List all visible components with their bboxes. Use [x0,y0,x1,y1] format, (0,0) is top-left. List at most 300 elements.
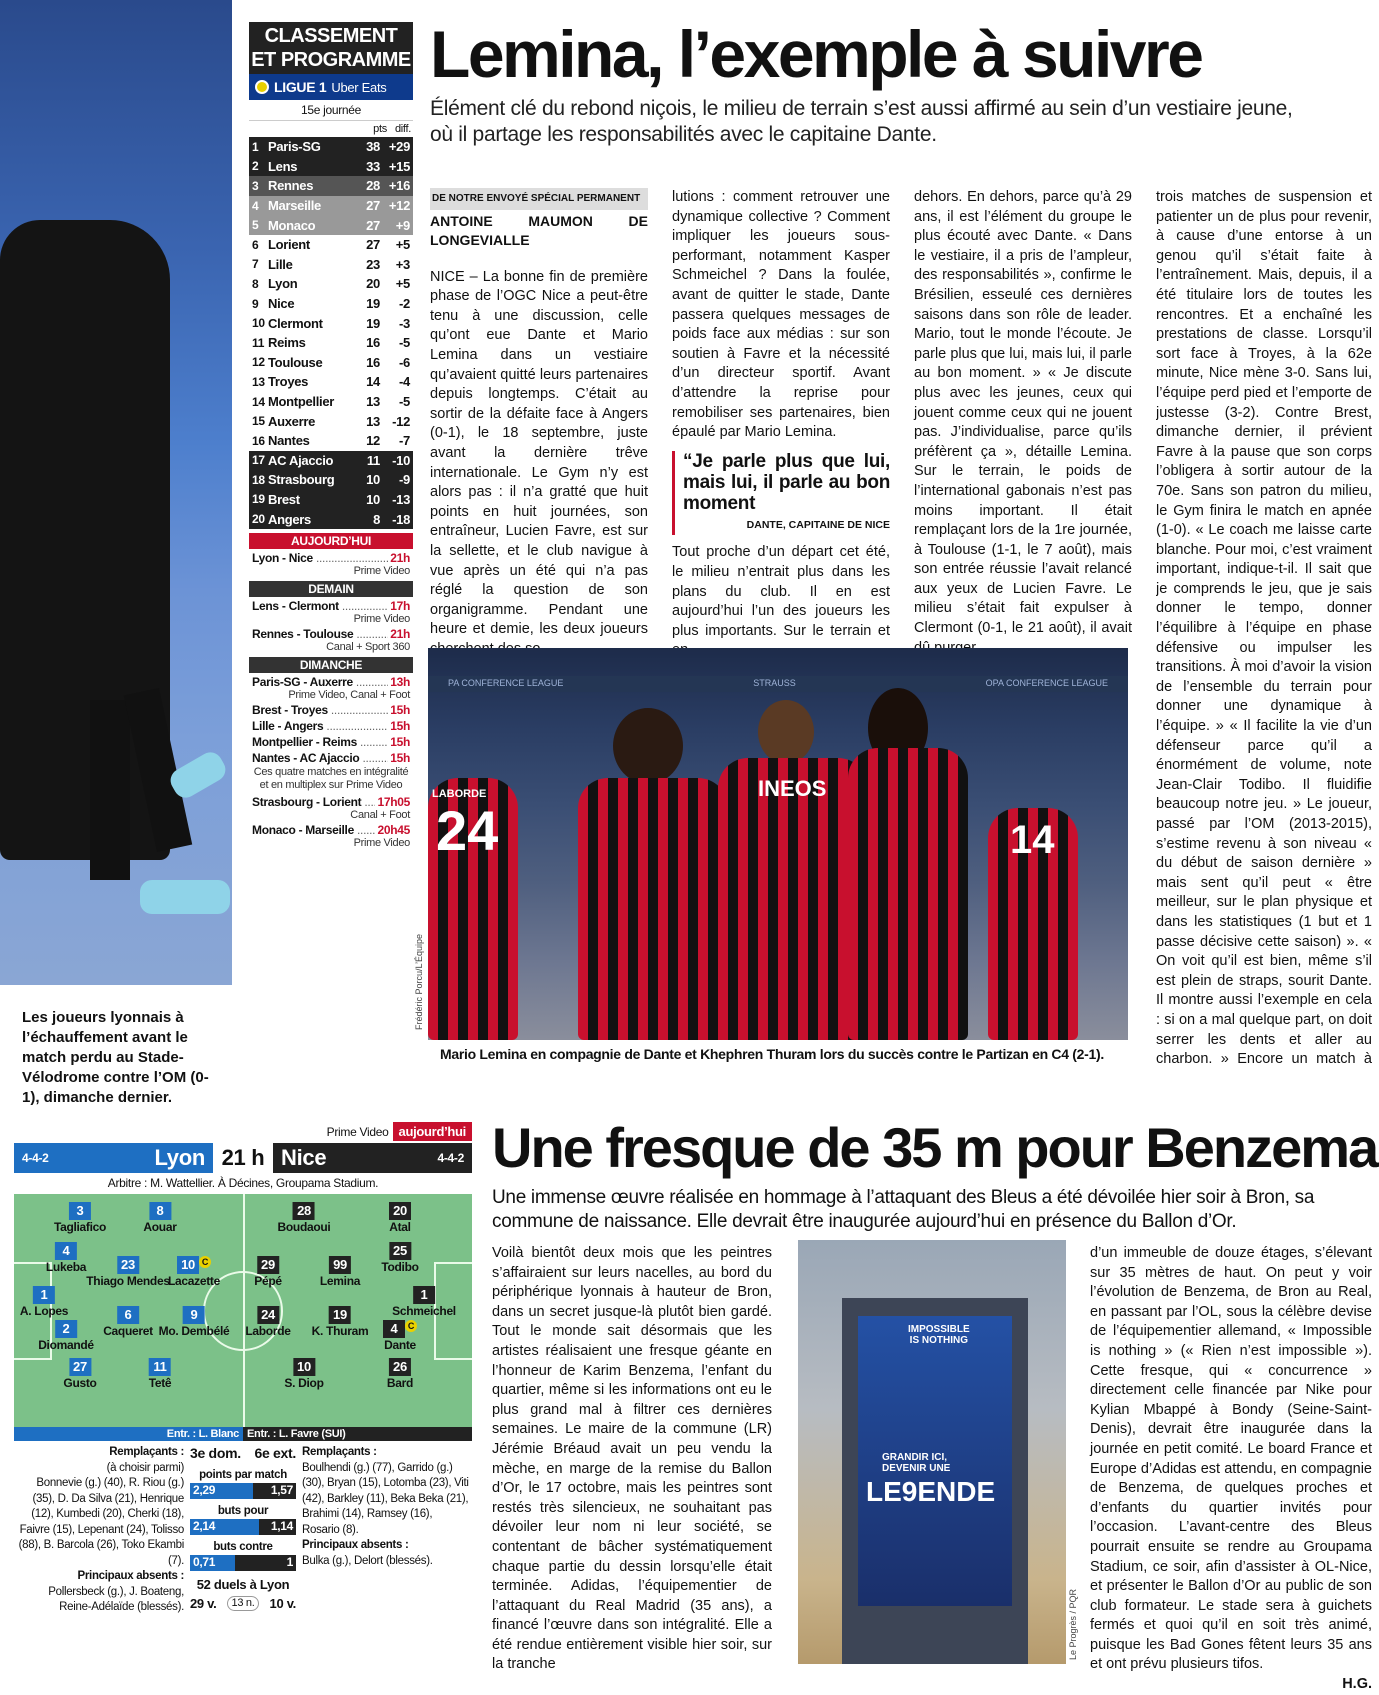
schedule-tv: Prime Video, Canal + Foot [288,688,410,701]
standings-row [249,235,413,255]
player-name: Tagliafico [53,1220,107,1234]
schedule-tv: Prime Video [353,836,410,849]
standings-row [249,372,413,392]
column-diff: diff. [394,123,411,135]
schedule-tv: Prime Video [353,612,410,625]
gf-away: 1,14 [259,1519,296,1535]
player-name: K. Thuram [311,1324,369,1338]
mural-slogan-line1: IMPOSSIBLE [908,1324,970,1335]
player-number: 8 [149,1202,171,1220]
standings-row [249,255,413,275]
standings-row [249,274,413,294]
article1-text-col1: NICE – La bonne fin de première phase de l’OGC Nice a peut-être tenu à une discussion, celle qu’ont eue Dante et Mario Lemina dans un vestiaire qu’avaient quitté leurs partenaires depuis longtemps. C’était au sortir de la défaite face à Angers (0-1), le 18 septembre, juste avant la dernière trêve internationale. Le Gym n’y est alors pas : il n’a gratté que huit points en huit journées, son entraîneur, Lucien Favre, est sur la sellette, et le club navigue à vue après un été qui n’a pas réglé la question de son organigramme. Pendant une heure et demie, les deux joueurs [430,268,648,638]
home-team-bar [14,1143,213,1173]
standings-rank: 6 [252,237,259,252]
article2-column1 [492,1244,772,1675]
player-name: Boudaoui [277,1220,331,1234]
byline-head: DE NOTRE ENVOYÉ SPÉCIAL PERMANENT [430,188,648,210]
article1-text-col4: trois matches de suspension et patienter un de plus pour revenir, à cause d’une entorse à un genou qu’il s’était faite à l’entraînement. Mais, depuis, il a été titulaire lors de toutes les rencontres. Et a enchaîné les prestations de classe. Lorsqu’il sort face à Troyes, à la 62e minute, Nice mène 3-0. Sans lui, l’équipe perd pied et l’emporte de justesse (3-2). Contre Brest, dimanche dernier, il prévient Favre à la pause que son corps l’obligera à sortir autour de la 70e. Sans son patron du milieu, le Gym finira le match en apnée (1-0). « Le coach me laisse carte blanche. Pour moi, c’est vraiment important, indique-t-il. Il sait que je comprends le jeu, que je sais donner le tempo, donner l’équilibre à l’équipe en phase défensive ou impulser les transitions. À moi d’avoir la vision de l’ensemble du terrain pour donner une dynamique à l’équipe. » « Il facilite la vie d’un défenseur parce qu’il a énormément de volume, note Jean-Clair Todibo. Il fluidifie beaucoup notre jeu. » Le joueur, passé par l’OM (2013-2015), s’estime revenu à son niveau « du début de saison dernière » mais sent qu’il peut « être meilleur, sur le plan physique et dans les statistiques (1 but et 1 passe décisive cette saison) ». « On voit qu’il est bien, même s’il est plein de straps, sourit Dante. Il montre aussi l’exemple en cela : si on a mal quelque part, on doit serrer les dents et aller au charbon. » Encore un match à [1156,189,1372,1068]
standings-diff: +5 [395,237,410,253]
schedule-time: 17h05 [377,794,410,809]
player-name: Gusto [63,1376,97,1390]
schedule-time: 15h [390,750,410,765]
away-player [381,1242,418,1274]
player-shirt-dante [578,778,728,1040]
home-subs: Bonnevie (g.) (40), R. Riou (g.) (35), D. Da Silva (21), Henrique (12), Kumbedi (20), Cherki (18), Faivre (15), Lepenant (24), Tolisso (88), B. Barcola (26), Toko Ekambi (7). [18,1477,184,1567]
mural-slogan [908,1324,970,1346]
player-number: 25 [389,1242,411,1260]
schedule-teams: Strasbourg - Lorient ..... [252,795,375,809]
player-number: 99 [329,1256,351,1274]
schedule-time: 15h [390,718,410,733]
home-player [159,1306,230,1338]
standings-points: 13 [366,413,380,429]
schedule-match [249,749,413,765]
standings-team: Nice [268,296,295,312]
away-formation: 4-4-2 [437,1151,464,1165]
standings-row [249,313,413,333]
away-player [284,1358,323,1390]
schedule-teams: Brest - Troyes ..... [252,703,388,717]
match-stats [190,1445,296,1611]
standings-team: Lille [268,256,293,272]
player-number: 1 [33,1286,55,1304]
away-absent: Bulka (g.), Delort (blessés). [302,1554,433,1567]
standings-team: Paris-SG [268,139,321,155]
schedule-teams: Paris-SG - Auxerre ..... [252,675,388,689]
schedule-time: 13h [390,674,410,689]
coaches-bar [14,1427,472,1441]
article1-column3 [914,188,1132,658]
standings-title-line2: ET PROGRAMME [251,49,411,71]
standings-table [249,137,413,529]
schedule-teams: Lille - Angers ..... [252,719,388,733]
ligue1-logo-icon [255,80,269,94]
mural-slogan-line2: IS NOTHING [909,1335,969,1346]
lyon-warmup-photo [0,0,232,985]
standings-team: Toulouse [268,354,323,370]
player-number: 10 [177,1256,199,1274]
home-player [149,1358,172,1390]
away-team-bar [273,1143,472,1173]
player-head-dante [613,708,683,784]
player-name: Bard [386,1376,414,1390]
article1-column2 [672,188,890,661]
standings-row [249,431,413,451]
home-player [54,1202,106,1234]
schedule-tomorrow-header: DEMAIN [249,581,413,597]
standings-row [249,196,413,216]
standings-team: Brest [268,491,300,507]
duels-line [190,1596,296,1611]
standings-rank: 7 [252,257,259,272]
away-player [392,1286,456,1318]
schedule-time: 21h [390,550,410,565]
standings-team: Strasbourg [268,472,335,488]
schedule-teams: Lens - Clermont ..... [252,599,388,613]
home-absent-title: Principaux absents : [77,1570,184,1582]
standings-diff: -7 [399,433,410,449]
away-team-name: Nice [281,1145,327,1170]
banner-left: PA CONFERENCE LEAGUE [448,678,564,688]
standings-team: Troyes [268,374,309,390]
photo-caption-center: Mario Lemina en compagnie de Dante et Khephren Thuram lors du succès contre le Partizan en C4 (2-1). [440,1046,1104,1062]
mural-title: LE9ENDE [866,1476,996,1507]
standings-title-line1: CLASSEMENT [264,25,398,47]
standings-points: 19 [366,315,380,331]
home-coach: Entr. : L. Blanc [14,1427,243,1441]
schedule-sunday-header: DIMANCHE [249,657,413,673]
kickoff-time: 21 h [213,1145,273,1171]
ppm-away: 1,57 [253,1483,296,1499]
schedule-teams: Montpellier - Reims ..... [252,735,388,749]
duels-away: 10 v. [269,1596,296,1611]
ga-away: 1 [235,1555,296,1571]
player-leg [90,700,130,880]
player-shoe [140,880,230,914]
player-number: 26 [389,1358,411,1376]
away-player [383,1320,417,1352]
standings-rank: 9 [252,296,259,311]
standings-rank: 15 [252,414,265,429]
league-sponsor: Uber Eats [331,79,387,95]
standings-points: 27 [366,237,380,253]
player-name: Lukeba [45,1260,87,1274]
away-player [389,1202,411,1234]
standings-points: 27 [366,217,380,233]
standings-diff: -9 [399,472,410,488]
home-player [46,1242,86,1274]
standings-diff: +3 [395,256,410,272]
lineup-pitch [14,1193,472,1427]
player-name: Tetê [148,1376,172,1390]
article2-text-col2: d’un immeuble de douze étages, s’élevant sur 35 mètres de haut. On peut y voir l’évolution de Benzema, de Bron au Real, en passant par l’OL, sous la célèbre devise de l’équipementier allemand, « Impossible is nothing » (« Rien n’est impossible »). Cette fresque, qui « concurrence » directement celle financée par Nike pour Kylian Mbappé à Bondy (Seine-Saint-Denis), devrait être inaugurée dans la journée en petit comité. Le board France et Europe d’Adidas est attendu, en compagnie de Benzema, de quelques proches et d’enfants du quartier invités pour l’occasion. L’avant-centre des Bleus pourrait ensuite se rendre au Groupama Stadium, ce soir, afin d’assister à OL-Nice, et présenter le Ballon d’Or au public de son club formateur. Le stade sera à guichets fermés et quoi qu’il en soit très animé, puisque les Bad Gones fêtent leurs 35 ans et ont prévu plusieurs tifos. [1090,1245,1372,1673]
standings-rank: 12 [252,355,265,370]
away-player [312,1306,369,1338]
standings-team: Lorient [268,237,310,253]
home-subs-note: (à choisir parmi) [106,1461,184,1474]
standings-diff: +16 [388,178,410,194]
standings-row [249,411,413,431]
standings-points: 11 [366,452,380,468]
standings-team: AC Ajaccio [268,452,334,468]
standings-box [249,22,413,849]
home-team-name: Lyon [154,1145,205,1170]
schedule-time: 17h [390,598,410,613]
player-number: 4 [55,1242,77,1260]
home-subs-title: Remplaçants : [109,1446,184,1458]
stadium-banner [428,676,1128,692]
standings-team: Nantes [268,433,310,449]
standings-diff: +5 [395,276,410,292]
player-number: 1 [413,1286,435,1304]
schedule-match [249,733,413,749]
player-name: Todibo [381,1260,419,1274]
player-number: 29 [257,1256,279,1274]
player-name: Thiago Mendes [86,1274,170,1288]
stat-gf-bar [190,1519,296,1535]
standings-rank: 19 [252,492,265,507]
schedule-time: 15h [390,734,410,749]
schedule-match [249,717,413,733]
stat-ga-bar [190,1555,296,1571]
captain-badge-icon: C [199,1256,211,1268]
gf-home: 2,14 [190,1519,259,1535]
standings-points: 27 [366,198,380,214]
standings-rank: 17 [252,453,265,468]
league-name: LIGUE 1 [274,79,327,95]
schedule-tomorrow [249,597,413,653]
column-points: pts [373,123,387,135]
player-shirt-thuram [848,748,968,1040]
article1-text-col3: dehors. En dehors, parce qu’à 29 ans, il est l’élément du groupe le plus écouté avec Dante. « Dans le vestiaire, il a pris de l’ampleur, des responsabilités », confirme le Brésilien, esseulé ces dernières saisons dans son rôle de leader. Mario, tout le monde l’écoute. Je parle plus que lui, mais lui, il parle au bon moment. » « Je discute plus avec les jeunes, ceux qui jouent comme ceux qui ne jouent pas. J’individualise, parce qu’ils préfèrent ça », détaille Lemina. Sur le terrain, le poids de l’international gabonais n’est pas moins important. Il était remplaçant lors de la 1re journée, à Toulouse (1-1, le 7 août), mais son entrée réussie l’avait relancé aux yeux de Lucien Favre. Le milieu s’était fait expulser à Clermont (0-1, le 21 août), il avait [914,189,1132,637]
article1-title: Lemina, l’exemple à suivre [430,17,1202,91]
standings-columns [249,121,413,137]
player-name: Dante [384,1338,416,1352]
standings-diff: +15 [388,158,410,174]
schedule-match [249,549,413,565]
player-name: Aouar [143,1220,177,1234]
standings-points: 33 [366,158,380,174]
shirt-sponsor: INEOS [758,776,827,801]
standings-diff: -5 [399,394,410,410]
teams-bar [14,1143,472,1173]
player-head-lemina [758,700,814,764]
schedule-time: 20h45 [377,822,410,837]
mural-mid-line1: GRANDIR ICI, [882,1452,947,1463]
schedule-match [249,701,413,717]
match-preview-box [14,1122,472,1640]
standings-diff: -10 [392,452,410,468]
player-number: 6 [117,1306,139,1324]
home-rank: 3e dom. [190,1445,241,1461]
standings-points: 12 [366,433,380,449]
today-tag: aujourd’hui [393,1122,472,1141]
standings-row [249,490,413,510]
standings-points: 16 [366,335,380,351]
away-subs: Boulhendi (g.) (77), Garrido (g.) (30), Bryan (15), Lotomba (23), Viti (42), Barkley (11), Beka Beka (21), Brahimi (14), Ramsey (16), Rosario (8). [302,1461,469,1536]
standings-diff: -18 [392,511,410,527]
stat-ppm-bar [190,1483,296,1499]
captain-badge-icon: C [405,1320,417,1332]
player-number: 2 [55,1320,77,1338]
player-name: Pépé [254,1274,282,1288]
standings-diff: -3 [399,315,410,331]
mural-text-mid [882,1452,950,1474]
stat-ga-label: buts contre [213,1541,273,1553]
referee-line: Arbitre : M. Wattellier. À Décines, Groupama Stadium. [107,1176,379,1190]
home-player [168,1256,220,1288]
shirt-number-right: 14 [1010,818,1055,862]
standings-team: Auxerre [268,413,316,429]
away-player [254,1256,281,1288]
schedule-match [249,625,413,641]
player-number: 19 [329,1306,351,1324]
schedule-tv: Canal + Sport 360 [326,640,410,653]
standings-points: 19 [366,296,380,312]
duels-home: 29 v. [190,1596,217,1611]
player-name: Laborde [245,1324,291,1338]
standings-diff: +29 [388,139,410,155]
player-number: 27 [69,1358,91,1376]
schedule-teams: Monaco - Marseille ..... [252,823,375,837]
player-number: 9 [183,1306,205,1324]
benzema-mural-photo [798,1240,1066,1664]
standings-points: 10 [366,472,380,488]
player-number: 24 [257,1306,279,1324]
standings-row [249,333,413,353]
player-name: Schmeichel [392,1304,456,1318]
article1-column4 [1156,188,1372,1068]
shirt-number: 24 [436,799,499,862]
standings-rank: 1 [252,139,259,154]
standings-points: 28 [366,178,380,194]
schedule-match [249,597,413,613]
standings-rank: 14 [252,394,265,409]
standings-diff: -5 [399,335,410,351]
league-banner [249,74,413,100]
schedule-teams: Nantes - AC Ajaccio ..... [252,751,388,765]
schedule-time: 21h [390,626,410,641]
schedule-teams: Lyon - Nice ..... [252,551,388,565]
article1-text-col2a: lutions : comment retrouver une dynamique collective ? Comment impliquer les joueurs sous-performant, notamment Kasper Schmeichel ? Dans la foulée, avant de quitter le stade, Dante passera quelques messages de poids face aux médias : sur son soutien à Favre et la nécessité d’un directeur sportif. Avant d’attendre la reprise pour remobiliser ses partenaires, bien épaulé par Mario Lemina. [672,189,890,441]
standings-rank: 4 [252,198,259,213]
standings-team: Monaco [268,217,316,233]
home-subs-block [14,1445,184,1616]
away-player [278,1202,331,1234]
home-player [20,1286,68,1318]
duels-label: 52 duels à Lyon [196,1577,290,1592]
standings-diff: -6 [399,354,410,370]
standings-diff: -2 [399,296,410,312]
standings-team: Lyon [268,276,298,292]
home-formation: 4-4-2 [22,1151,49,1165]
pull-quote-text: “Je parle plus que lui, mais lui, il parle au bon moment [683,450,890,514]
standings-rank: 18 [252,472,265,487]
schedule-tv: Prime Video [353,564,410,577]
standings-points: 14 [366,374,380,390]
standings-row [249,176,413,196]
article2-deck: Une immense œuvre réalisée en hommage à l’attaquant des Bleus a été dévoilée hier soir à Bron, sa commune de naissance. Elle devrait être inaugurée aujourd’hui en présence du Ballon d’Or. [492,1187,1315,1232]
standings-points: 38 [366,139,380,155]
byline-author: ANTOINE MAUMON DE LONGEVIALLE [430,212,648,248]
standings-diff: +9 [395,217,410,233]
player-number: 28 [293,1202,315,1220]
away-player [387,1358,413,1390]
standings-row [249,294,413,314]
schedule-today-header: AUJOURD’HUI [249,533,413,549]
player-name: A. Lopes [19,1304,69,1318]
schedule-sunday-late [249,793,413,849]
standings-team: Reims [268,335,306,351]
player-name: S. Diop [284,1376,324,1390]
multiplex-note: Ces quatre matches en intégralité et en multiplex sur Prime Video [253,765,409,791]
player-name: Diomandé [38,1338,94,1352]
photo-caption-left: Les joueurs lyonnais à l’échauffement avant le match perdu au Stade-Vélodrome contre l’OM (0-1), dimanche dernier. [22,1009,209,1106]
article2-text-col1: Voilà bientôt deux mois que les peintres s’affairaient sur leurs nacelles, au bord du périphérique lyonnais à hauteur de Bron, dans un secret jusque-là plutôt bien gardé. Tout le monde sait désormais que les artistes réalisaient une fresque géante en l’honneur de Karim Benzema, l’enfant du quartier, même si les informations ont eu le plus grand mal à filtrer ces dernières semaines. Le maire de la commune (LR) Jérémie Bréaud avait un peu vendu la mèche, en marge de la remise du Ballon d’Or, le 17 octobre, mais les peintres sont restés très silencieux, ne souhaitant pas dévoiler leur nom ni leur société, se contentant de bâcher systématiquement chaque partie du dessin lorsqu’elle était terminée. Adidas, l’équipementier de l’attaquant du Real Madrid (35 ans), a financé l’œuvre dans son intégralité. Elle a été rendue entièrement visible hier soir, sur la tranche [492,1245,772,1673]
standings-rank: 3 [252,178,259,193]
player-number: 23 [117,1256,139,1274]
player-name: Lacazette [168,1274,220,1288]
schedule-today [249,549,413,577]
away-subs-block [302,1445,472,1569]
standings-rank: 10 [252,316,265,331]
player-number: 20 [389,1202,411,1220]
pull-quote-author: DANTE, CAPITAINE DE NICE [746,518,890,531]
standings-diff: +12 [388,198,410,214]
ranking-line [190,1445,296,1461]
away-player [320,1256,360,1288]
article1-text-col2b: Tout proche d’un départ cet été, le milieu n’entrait plus dans les plans du club. Il en est aujourd’hui l’un des joueurs les plus importants. Sur le terrain et [672,544,890,639]
standings-diff: -13 [392,491,410,507]
player-number: 10 [293,1358,315,1376]
home-absent: Pollersbeck (g.), J. Boateng, Reine-Adélaïde (blessés). [48,1585,184,1613]
standings-team: Clermont [268,315,323,331]
standings-points: 23 [366,256,380,272]
standings-row [249,137,413,157]
standings-rank: 5 [252,218,259,233]
away-absent-title: Principaux absents : [302,1539,409,1551]
standings-team: Rennes [268,178,314,194]
standings-row [249,470,413,490]
standings-diff: -4 [399,374,410,390]
standings-team: Marseille [268,198,321,214]
home-player [86,1256,169,1288]
standings-rank: 16 [252,433,265,448]
article2-title: Une fresque de 35 m pour Benzema [492,1116,1378,1179]
ppm-home: 2,29 [190,1483,253,1499]
standings-points: 10 [366,491,380,507]
standings-row [249,392,413,412]
home-player [63,1358,96,1390]
player-name: Lemina [319,1274,361,1288]
schedule-tv: Canal + Foot [350,808,410,821]
home-player [143,1202,176,1234]
duels-draw: 13 n. [227,1596,260,1611]
broadcaster: Prime Video [326,1124,389,1139]
article1-deck: Élément clé du rebond niçois, le milieu de terrain s’est aussi affirmé au sein d’un vestiaire jeune, où il partage les responsabilités avec le capitaine Dante. [430,97,1293,146]
standings-team: Angers [268,511,311,527]
shirt-name: LABORDE [432,788,487,800]
away-subs-title: Remplaçants : [302,1446,377,1458]
standings-team: Montpellier [268,394,335,410]
standings-row [249,353,413,373]
standings-points: 16 [366,354,380,370]
standings-row [249,451,413,471]
player-number: 4 [383,1320,405,1338]
article1-column1 [430,188,648,659]
schedule-match [249,673,413,689]
schedule-teams: Rennes - Toulouse ..... [252,627,388,641]
standings-title [249,22,413,74]
standings-row [249,157,413,177]
standings-points: 8 [373,511,380,527]
standings-team: Lens [268,158,298,174]
schedule-sunday [249,673,413,765]
article2-column2 [1090,1244,1372,1695]
standings-rank: 11 [252,335,265,350]
player-number: 11 [149,1358,171,1376]
photo-credit-center: Frédéric Porcu/L’Équipe [414,933,424,1030]
schedule-match [249,793,413,809]
article2-signature: H.G. [1342,1676,1372,1693]
away-player [245,1306,290,1338]
banner-mid: STRAUSS [753,678,796,688]
ga-home: 0,71 [190,1555,235,1571]
schedule-match [249,821,413,837]
away-coach: Entr. : L. Favre (SUI) [243,1427,472,1441]
mural-mid-line2: DEVENIR UNE [882,1463,951,1474]
